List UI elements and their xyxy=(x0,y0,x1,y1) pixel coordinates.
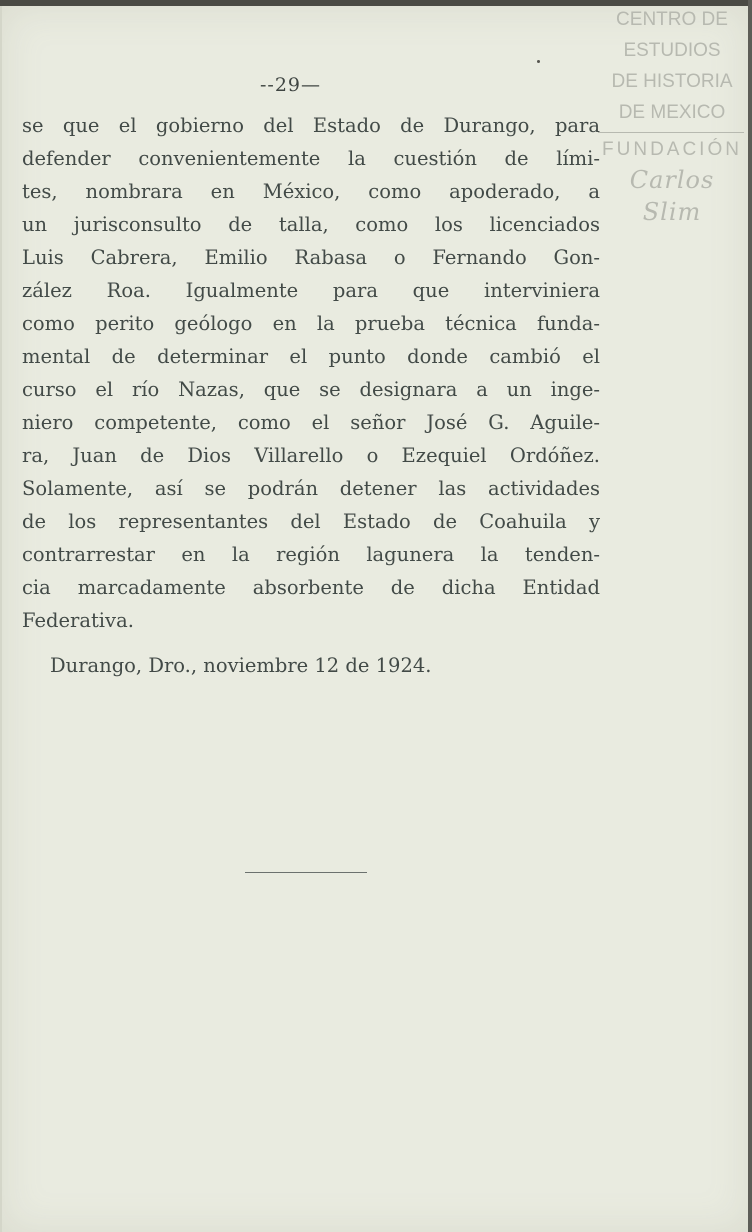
text-line: Solamente, así se podrán detener las actividades xyxy=(22,477,600,500)
watermark-line: CENTRO DE xyxy=(616,9,728,30)
page-edge xyxy=(748,0,752,1232)
text-line: como perito geólogo en la prueba técnica funda- xyxy=(22,312,600,335)
text-line: niero competente, como el señor José G. Aguile- xyxy=(22,411,600,434)
page-number: --29— xyxy=(260,74,322,96)
text-line: tes, nombrara en México, como apoderado, a xyxy=(22,180,600,203)
body-paragraph xyxy=(22,109,600,637)
text-line-last: Federativa. xyxy=(22,609,134,632)
text-line: defender convenientemente la cuestión de lími- xyxy=(22,147,600,170)
text-line: mental de determinar el punto donde cambió el xyxy=(22,345,600,368)
text-line: de los representantes del Estado de Coahuila y xyxy=(22,510,600,533)
watermark-line: DE MEXICO xyxy=(618,102,726,123)
place-date-signoff: Durango, Dro., noviembre 12 de 1924. xyxy=(50,654,432,677)
text-line: Luis Cabrera, Emilio Rabasa o Fernando Gon- xyxy=(22,246,600,269)
text-line: un jurisconsulto de talla, como los licenciados xyxy=(22,213,600,236)
text-line: ra, Juan de Dios Villarello o Ezequiel Ordóñez. xyxy=(22,444,600,467)
closing-rule xyxy=(245,872,367,873)
text-line: contrarrestar en la región lagunera la tenden- xyxy=(22,543,600,566)
watermark-foundation: FUNDACIÓN xyxy=(602,139,742,160)
watermark-line: DE HISTORIA xyxy=(611,71,733,92)
watermark-signature: Carlos Slim xyxy=(629,166,715,226)
archive-watermark xyxy=(598,4,746,228)
text-line: se que el gobierno del Estado de Durango, para xyxy=(22,114,600,137)
watermark-divider xyxy=(598,132,744,133)
ink-speck xyxy=(537,60,540,63)
text-line: cia marcadamente absorbente de dicha Entidad xyxy=(22,576,600,599)
text-line: curso el río Nazas, que se designara a un inge- xyxy=(22,378,600,401)
watermark-line: ESTUDIOS xyxy=(623,40,721,61)
text-line: zález Roa. Igualmente para que interviniera xyxy=(22,279,600,302)
